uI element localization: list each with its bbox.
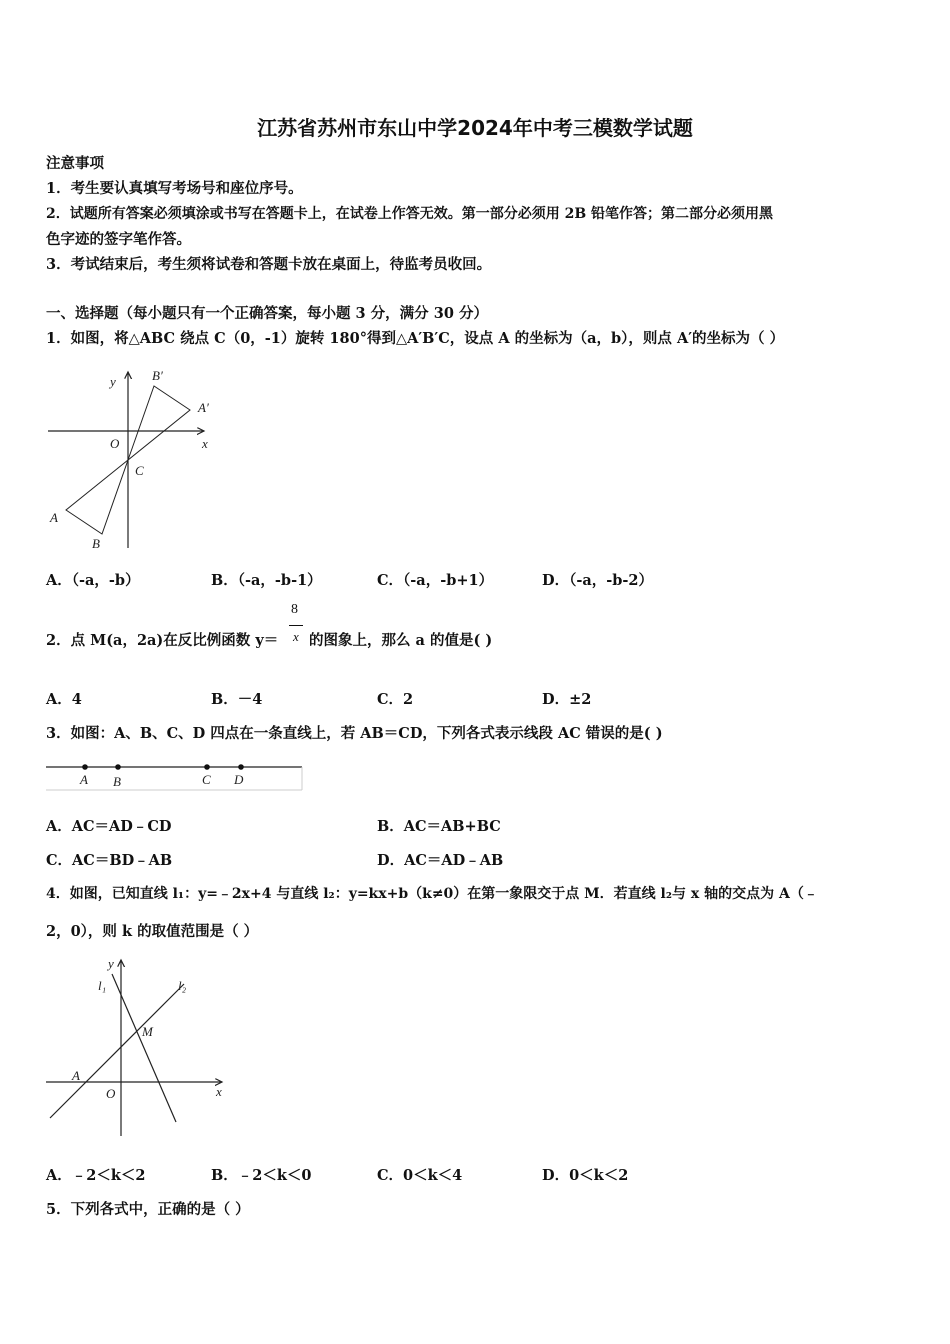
q1-label-y: y: [110, 374, 116, 389]
q1-option-d: D．（-a，-b-2）: [542, 572, 654, 589]
q3-figure: [44, 758, 306, 794]
q2-fraction-numerator: 8: [291, 602, 298, 617]
q3-label-c: C: [202, 772, 211, 787]
q1-label-c: C: [135, 463, 144, 478]
q4-option-d: D．0＜k＜2: [542, 1167, 629, 1184]
q1-option-c: C．（-a，-b+1）: [377, 572, 494, 589]
notice-item-2-line-2: 色字迹的签字笔作答。: [46, 231, 191, 248]
q4-label-l1: l₁: [98, 978, 107, 993]
q3-label-d: D: [234, 772, 244, 787]
q1-figure: [44, 362, 224, 557]
q4-label-y: y: [108, 956, 114, 971]
q3-label-a: A: [80, 772, 88, 787]
q5-stem: 5．下列各式中，正确的是（ ）: [46, 1201, 250, 1218]
q2-option-b: B．－4: [211, 691, 263, 708]
q1-label-b-prime: B′: [152, 368, 163, 383]
notice-item-1: 1．考生要认真填写考场号和座位序号。: [46, 180, 303, 197]
q3-label-b: B: [113, 774, 121, 789]
notice-item-3: 3．考试结束后，考生须将试卷和答题卡放在桌面上，待监考员收回。: [46, 256, 492, 273]
q3-point-a: [82, 764, 88, 770]
q2-stem-post: 的图象上，那么 a 的值是( ): [309, 632, 493, 649]
q1-triangle-a2b2c: [128, 386, 190, 460]
q2-option-c: C．2: [377, 691, 414, 708]
q1-option-b: B．（-a，-b-1）: [211, 572, 322, 589]
q1-label-a-prime: A′: [198, 400, 209, 415]
notice-item-2-line-1: 2．试题所有答案必须填涂或书写在答题卡上，在试卷上作答无效。第一部分必须用 2B 铅笔作答；第二部分必须用黑: [46, 206, 774, 222]
q1-stem: 1．如图，将△ABC 绕点 C（0，-1）旋转 180°得到△A′B′C，设点 A 的坐标为（a，b），则点 A′的坐标为（ ）: [46, 330, 785, 347]
q1-label-x: x: [202, 436, 208, 451]
q3-point-b: [115, 764, 121, 770]
q3-point-d: [238, 764, 244, 770]
q4-stem-line-1: 4．如图，已知直线 l₁：y=﹣2x+4 与直线 l₂：y=kx+b（k≠0）在第一象限交于点 M．若直线 l₂与 x 轴的交点为 A（﹣: [46, 886, 818, 902]
q4-option-b: B．﹣2＜k＜0: [211, 1167, 312, 1184]
q2-option-d: D．±2: [542, 691, 592, 708]
q3-option-a: A．AC＝AD﹣CD: [46, 818, 172, 835]
q4-option-a: A．﹣2＜k＜2: [46, 1167, 146, 1184]
q4-label-a: A: [72, 1068, 80, 1083]
q3-option-d: D．AC＝AD﹣AB: [377, 852, 504, 869]
q4-stem-line-2: 2，0），则 k 的取值范围是（ ）: [46, 923, 259, 940]
q3-point-c: [204, 764, 210, 770]
notice-heading: 注意事项: [46, 155, 104, 172]
q4-figure: [44, 952, 234, 1142]
q4-label-x: x: [216, 1084, 222, 1099]
q4-label-o: O: [106, 1086, 116, 1101]
q1-triangle-abc: [66, 460, 128, 534]
q1-label-b: B: [92, 536, 100, 551]
q2-fraction-bar: [289, 625, 303, 626]
q4-option-c: C．0＜k＜4: [377, 1167, 463, 1184]
q3-option-c: C．AC＝BD﹣AB: [46, 852, 173, 869]
q3-stem: 3．如图：A、B、C、D 四点在一条直线上，若 AB＝CD，下列各式表示线段 AC 错误的是( ): [46, 725, 663, 742]
q1-label-o: O: [110, 436, 120, 451]
q3-option-b: B．AC＝AB+BC: [377, 818, 501, 835]
q4-line-l2: [50, 984, 184, 1118]
q4-label-m: M: [142, 1024, 153, 1039]
q2-fraction-denominator: x: [293, 629, 299, 644]
q2-option-a: A．4: [46, 691, 82, 708]
q2-stem-pre: 2．点 M(a，2a)在反比例函数 y＝: [46, 632, 279, 649]
page-title: 江苏省苏州市东山中学2024年中考三模数学试题: [257, 116, 693, 140]
q1-label-a: A: [50, 510, 58, 525]
section-heading: 一、选择题（每小题只有一个正确答案，每小题 3 分，满分 30 分）: [46, 305, 488, 322]
q4-label-l2: l₂: [178, 978, 187, 993]
q1-option-a: A．（-a，-b）: [46, 572, 140, 589]
